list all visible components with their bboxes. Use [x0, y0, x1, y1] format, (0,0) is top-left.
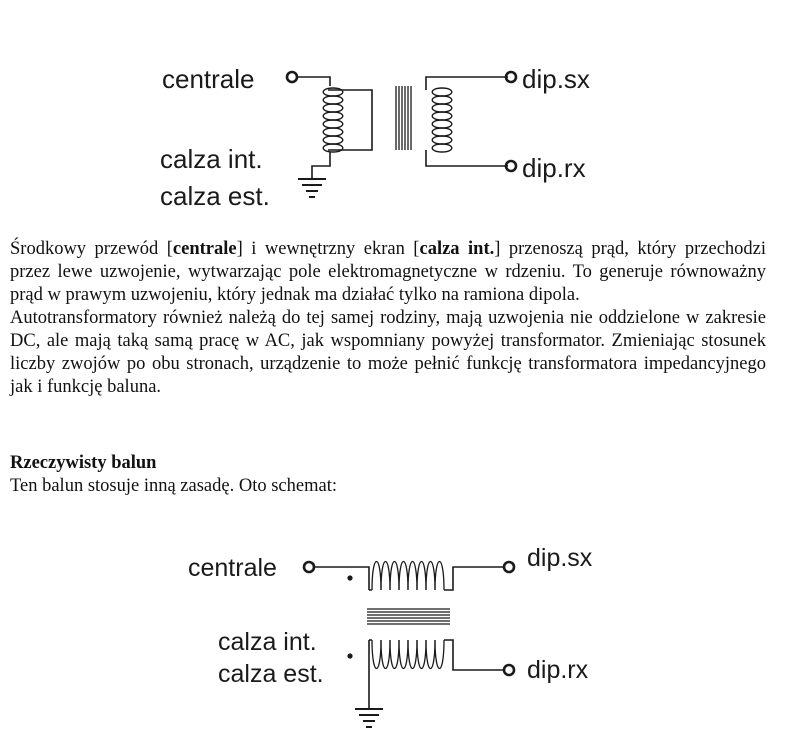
core-icon-2 — [367, 609, 450, 624]
label-centrale: centrale — [162, 64, 255, 94]
centrale-terminal-icon — [287, 72, 297, 82]
paragraph-transformer: Środkowy przewód [centrale] i wewnętrzny ekran [calza int.] przenoszą prąd, który przechodzi przez lewe uzwojenie, wytwarzając pole elektromagnetyczne w rdzeniu. To generuje równoważny prąd w prawym uzwojeniu, który jednak ma działać tylko na ramiona dipola. — [10, 239, 767, 305]
term-calza-int: calza int. — [419, 239, 495, 259]
label-dip-rx-2: dip.rx — [527, 656, 589, 684]
label-dip-rx: dip.rx — [522, 153, 586, 183]
right-winding-icon — [432, 88, 452, 152]
label-dip-sx: dip.sx — [522, 64, 590, 94]
description-text — [10, 238, 766, 399]
core-icon — [396, 86, 411, 150]
ground-icon-2 — [355, 709, 383, 727]
label-calza-int: calza int. — [160, 144, 263, 174]
label-centrale-2: centrale — [188, 554, 277, 582]
ground-icon-1 — [298, 179, 326, 197]
real-balun-diagram — [0, 530, 811, 738]
dip-rx-terminal-icon-2 — [504, 665, 514, 675]
transformer-diagram — [0, 0, 811, 225]
dip-sx-terminal-icon-2 — [504, 562, 514, 572]
polarity-dot-upper-icon — [347, 575, 352, 580]
upper-winding-icon — [372, 562, 444, 591]
centrale-terminal-icon-2 — [304, 562, 314, 572]
section-intro: Ten balun stosuje inną zasadę. Oto schemat: — [10, 476, 337, 496]
section-real-balun — [10, 452, 766, 498]
label-calza-est-2: calza est. — [218, 660, 324, 688]
lower-winding-icon — [372, 640, 444, 669]
label-dip-sx-2: dip.sx — [527, 544, 593, 572]
left-winding-icon — [323, 88, 343, 152]
paragraph-autotransformer: Autotransformatory również należą do tej samej rodziny, mają uzwojenia nie oddzielone w zakresie DC, ale mają taką samą pracę w AC, jak wspomniany powyżej transformator. Zmieniając stosunek liczby zwojów po obu stronach, urządzenie to może pełnić funkcję transformatora impedancyjnego jak i funkcję baluna. — [10, 308, 766, 397]
polarity-dot-lower-icon — [347, 653, 352, 658]
section-heading: Rzeczywisty balun — [10, 453, 157, 473]
label-calza-int-2: calza int. — [218, 628, 317, 656]
label-calza-est: calza est. — [160, 181, 270, 211]
term-centrale: centrale — [172, 239, 237, 259]
